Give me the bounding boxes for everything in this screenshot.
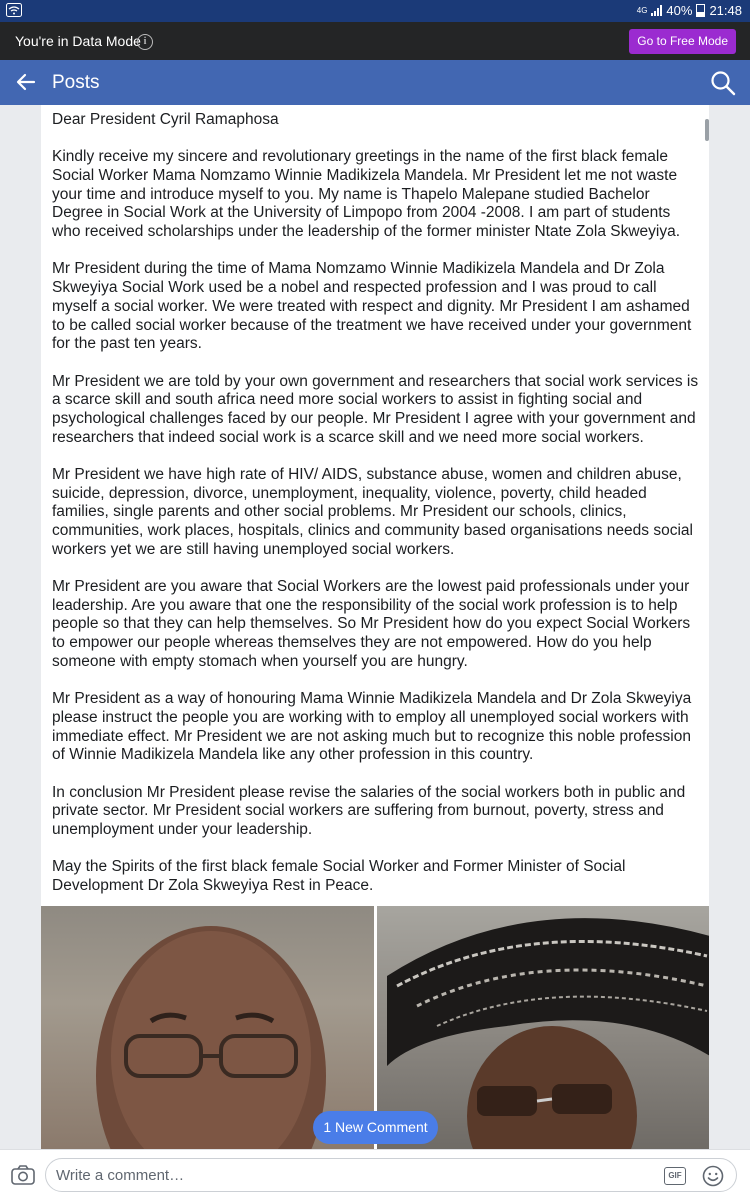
new-comment-button[interactable]: 1 New Comment [313, 1111, 438, 1144]
post-paragraph: May the Spirits of the first black female Social Worker and Former Minister of Social Development Dr Zola Skweyiya Rest in Peace. [52, 858, 626, 894]
emoji-icon[interactable] [702, 1165, 724, 1187]
go-to-free-mode-button[interactable]: Go to Free Mode [629, 29, 736, 54]
post-paragraph: In conclusion Mr President please revise the salaries of the social workers both in public and private sector. Mr President social workers are suffering from burnout, poverty, stress and unemployment under your leadership. [52, 783, 686, 838]
page-title: Posts [52, 72, 100, 93]
post-paragraph: Mr President as a way of honouring Mama Winnie Madikizela Mandela and Dr Zola Skweyiya please instruct the people you are working with to employ all unemployed social workers with immediate effect. Mr President we are not asking much but to recognize this noble profession of Winnie Madikizela Mandela like any other profession in this country. [52, 690, 692, 764]
comment-bar [0, 1149, 750, 1201]
post-paragraph: Mr President during the time of Mama Nomzamo Winnie Madikizela Mandela and Dr Zola Skweyiya Social Work used be a nobel and respected profession and I was proud to call myself a social worker. We were treated with respect and dignity. Mr President I am ashamed to be called social worker because of the treatment we have received under your government for the past ten years. [52, 260, 692, 353]
gif-icon[interactable]: GIF [664, 1167, 686, 1185]
camera-icon[interactable] [11, 1164, 35, 1186]
clock: 21:48 [709, 3, 742, 18]
comment-input[interactable] [45, 1158, 737, 1192]
post-content [41, 105, 709, 1149]
data-mode-text: You're in Data Mode [15, 33, 141, 49]
signal-icon [651, 5, 662, 16]
status-bar [0, 0, 750, 22]
notification-icon [6, 3, 22, 17]
post-paragraph: Mr President are you aware that Social Workers are the lowest paid professionals under your leadership. Are you aware that one the responsibility of the social work profession is to help people so that they can help themselves. So Mr President how do you expect Social Workers to empower our people whereas themselves they are not empowered. How do you help someone with empty stomach when yourself you are hungry. [52, 578, 691, 670]
post-text [41, 105, 709, 896]
scrollbar[interactable] [705, 119, 709, 141]
post-paragraph: Dear President Cyril Ramaphosa [52, 111, 279, 128]
info-icon[interactable]: i [137, 34, 153, 50]
header [0, 60, 750, 105]
post-paragraph: Kindly receive my sincere and revolutionary greetings in the name of the first black female Social Worker Mama Nomzamo Winnie Madikizela Mandela. Mr President let me not waste your time and introduce myself to you. My name is Thapelo Malepane studied Bachelor Degree in Social Work at the University of Limpopo from 2004 -2008. I am part of students who received scholarships under the leadership of the former minister Ntate Zola Skweyiya. [52, 148, 681, 241]
network-type: 4G [636, 5, 648, 15]
battery-icon [696, 4, 705, 17]
battery-percent: 40% [666, 3, 693, 18]
post-paragraph: Mr President we are told by your own government and researchers that social work services is a scarce skill and south africa need more social workers to assist in fighting social and psychological challenges faced by our people. Mr President I agree with your government and researchers that indeed social work is a scarce skill and we need more social workers. [52, 372, 699, 446]
data-mode-bar [0, 22, 750, 60]
back-arrow-icon[interactable] [16, 72, 36, 92]
comment-placeholder: Write a comment… [56, 1167, 185, 1184]
post-paragraph: Mr President we have high rate of HIV/ AIDS, substance abuse, women and children abuse, suicide, depression, divorce, unemployment, inequality, violence, poverty, child headed families, single parents and other social problems. Mr President our schools, clinics, communities, work places, hospitals, clinics and community based organisations needs social workers yet we are still having unemployed social workers. [52, 465, 693, 558]
search-icon[interactable] [710, 70, 736, 96]
